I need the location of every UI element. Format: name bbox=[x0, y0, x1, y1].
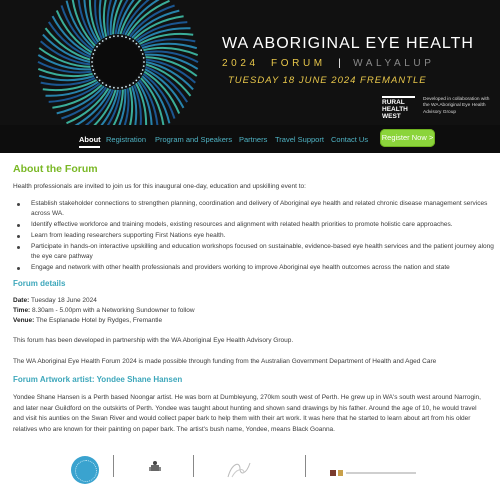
logo-divider bbox=[113, 455, 114, 477]
venue-label: Venue: bbox=[13, 317, 35, 324]
rural-health-west-logo: RURAL HEALTH WEST bbox=[382, 96, 418, 119]
eye-health-logo bbox=[71, 456, 99, 484]
artist-heading: Forum Artwork artist: Yondee Shane Hansen bbox=[13, 375, 183, 384]
list-item: Establish stakeholder connections to strengthen planning, coordination and delivery of Aboriginal eye health and related chronic disease management services across WA. bbox=[27, 199, 500, 220]
venue-value: The Esplanade Hotel by Rydges, Fremantle bbox=[36, 317, 163, 324]
time-value: 8.30am - 5.00pm with a Networking Sundowner to follow bbox=[32, 307, 195, 314]
artwork-circle-icon bbox=[0, 0, 215, 125]
partner-swirl-logo-icon bbox=[226, 459, 252, 479]
separator: | bbox=[338, 58, 341, 69]
date-line bbox=[13, 297, 97, 304]
nav-contact-us[interactable]: Contact Us bbox=[331, 135, 369, 144]
time-label: Time: bbox=[13, 307, 31, 314]
list-item: Identify effective workforce and training models, existing resources and alignment with related health priorities to promote holistic care approaches. bbox=[27, 220, 500, 230]
nav-program-speakers[interactable]: Program and Speakers bbox=[155, 135, 233, 144]
logo-divider bbox=[193, 455, 194, 477]
about-bullets bbox=[13, 199, 500, 274]
list-item: Learn from leading researchers supporting First Nations eye health. bbox=[27, 231, 500, 241]
hero-banner bbox=[0, 0, 500, 125]
artist-bio: Yondee Shane Hansen is a Perth based Noongar artist. He was born at Dumbleyung, 270km south west of Perth. He grew up in WA's south west around Narrogin, and later near Guildford on the outskirts of Perth. Yondee was taught about hunting and shown sand drawings by his father. Around the age of 10, he would travel and visit his aunties on the Swan River and would collect paper bark to help them with their art work. It was here that he started to learn about art from his older relatives who are known for their painting on paper bark. The artist's bush name, Yondee, means Black Goanna. bbox=[13, 394, 481, 433]
forum-details-heading: Forum details bbox=[13, 279, 66, 288]
about-heading: About the Forum bbox=[13, 163, 98, 175]
logo-divider bbox=[305, 455, 306, 477]
event-date: TUESDAY 18 JUNE 2024 FREMANTLE bbox=[228, 75, 427, 86]
event-title: WA ABORIGINAL EYE HEALTH bbox=[222, 35, 474, 52]
funding-text: The WA Aboriginal Eye Health Forum 2024 is made possible through funding from the Australian Government Department of Health and Aged Care bbox=[13, 358, 437, 365]
list-item: Engage and network with other health professionals and providers working to improve Aboriginal eye health outcomes across the nation and state bbox=[27, 263, 500, 273]
date-label: Date: bbox=[13, 297, 30, 304]
place-name: WALYALUP bbox=[353, 58, 435, 69]
year: 2024 bbox=[222, 58, 259, 69]
event-subtitle bbox=[222, 58, 435, 69]
partner-wordmark-logo-icon bbox=[330, 468, 420, 478]
forum-word: FORUM bbox=[271, 58, 326, 69]
nav-travel-support[interactable]: Travel Support bbox=[275, 135, 324, 144]
list-item: Participate in hands-on interactive upskilling and education workshops focused on sustainable, evidence-based eye health services and the patient journey along the eye care pathway bbox=[27, 242, 500, 263]
date-value: Tuesday 18 June 2024 bbox=[30, 297, 97, 304]
venue-line bbox=[13, 317, 162, 324]
time-line bbox=[13, 307, 195, 314]
active-nav-indicator bbox=[79, 146, 100, 148]
nav-registration[interactable]: Registration bbox=[106, 135, 147, 144]
partnership-text: This forum has been developed in partnership with the WA Aboriginal Eye Health Advisory Group. bbox=[13, 337, 294, 344]
register-now-button[interactable]: Register Now > bbox=[380, 129, 435, 147]
government-crest-icon bbox=[148, 460, 162, 472]
nav-partners[interactable]: Partners bbox=[239, 135, 268, 144]
about-intro: Health professionals are invited to join us for this inaugural one-day, education and upskilling event to: bbox=[13, 183, 306, 190]
partner-note: Developed in collaboration with the WA Aboriginal Eye Health Advisory Group bbox=[423, 97, 490, 115]
nav-about[interactable]: About bbox=[79, 135, 101, 144]
